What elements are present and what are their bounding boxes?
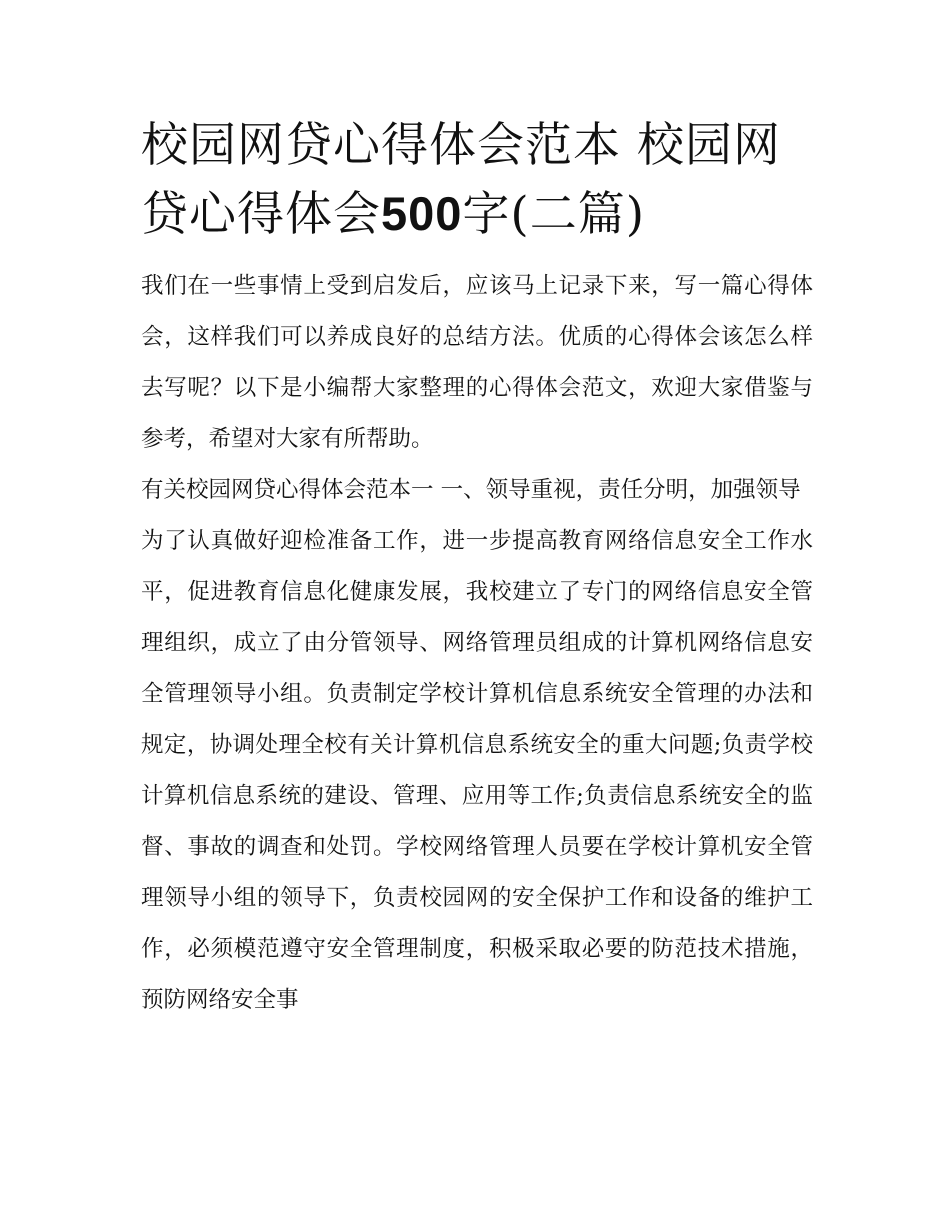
title-text-part2: 字(二篇) [462,187,646,242]
document-body [141,112,813,1026]
page-title [141,112,813,249]
title-text-part1: 校园网贷心得体会范本 校园网贷心得体会 [141,118,781,242]
body-paragraph: 为了认真做好迎检准备工作，进一步提高教育网络信息安全工作水平，促进教育信息化健康发展，我校建立了专门的网络信息安全管理组织，成立了由分管领导、网络管理员组成的计算机网络信息安全管理领导小组。负责制定学校计算机信息系统安全管理的办法和规定，协调处理全校有关计算机信息系统安全的重大问题;负责学校计算机信息系统的建设、管理、应用等工作;负责信息系统安全的监督、事故的调查和处罚。学校网络管理人员要在学校计算机安全管理领导小组的领导下，负责校园网的安全保护工作和设备的维护工作，必须模范遵守安全管理制度，积极采取必要的防范技术措施，预防网络安全事 [141,528,813,1013]
intro-paragraph: 我们在一些事情上受到启发后，应该马上记录下来，写一篇心得体会，这样我们可以养成良好的总结方法。优质的心得体会该怎么样去写呢？以下是小编帮大家整理的心得体会范文，欢迎大家借鉴与参考，希望对大家有所帮助。 [141,273,813,452]
title-number: 500 [381,187,463,240]
section-heading-paragraph: 有关校园网贷心得体会范本一 一、领导重视，责任分明，加强领导 [141,477,801,503]
